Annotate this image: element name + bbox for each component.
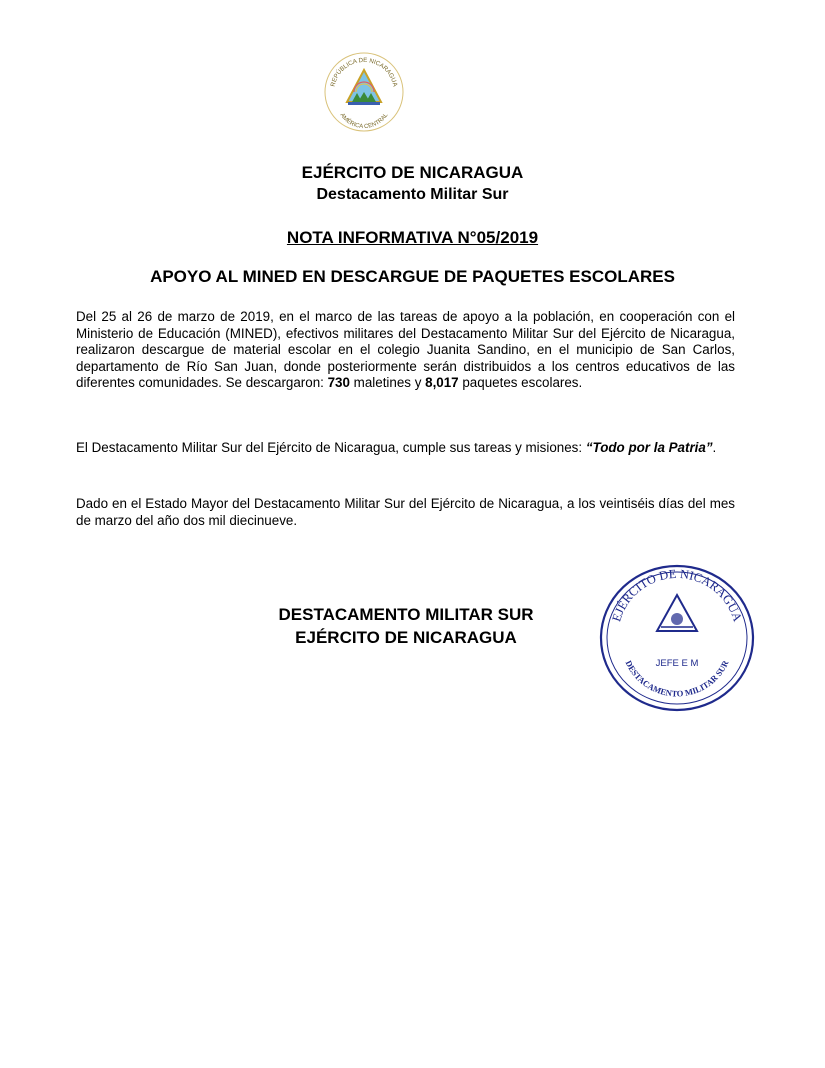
paragraph-1-end: paquetes escolares. bbox=[458, 375, 583, 391]
stamp-text-middle: JEFE E M bbox=[655, 658, 699, 669]
paragraph-2-text: El Destacamento Militar Sur del Ejército de Nicaragua, cumple sus tareas y misiones: bbox=[76, 440, 586, 455]
stamp-text-top: EJÉRCITO DE NICARAGUA bbox=[609, 566, 745, 624]
svg-text:AMÉRICA CENTRAL bbox=[339, 112, 390, 130]
paragraph-1-text: Del 25 al 26 de marzo de 2019, en el marco de las tareas de apoyo a la población, en cooperación con el Ministerio de Educación (MINED), efectivos militares del Destacamento Militar Sur del Ejército de Nicaragua, realizaron descargue de material escolar en el colegio Juanita Sandino, en el municipio de San Carlos, departamento de Río San Juan, donde posteriormente serán distribuidos a los centros educativos de las diferentes comunidades. Se descargaron: bbox=[76, 309, 735, 391]
package-count: 8,017 bbox=[425, 375, 459, 391]
document-title: APOYO AL MINED EN DESCARGUE DE PAQUETES ESCOLARES bbox=[150, 267, 675, 286]
signature-line-1: DESTACAMENTO MILITAR SUR bbox=[278, 605, 534, 624]
official-stamp bbox=[598, 563, 756, 713]
briefcase-count: 730 bbox=[327, 375, 350, 391]
coat-of-arms-seal bbox=[322, 50, 406, 134]
seal-text-bottom: AMÉRICA CENTRAL bbox=[338, 112, 390, 131]
paragraph-3: Dado en el Estado Mayor del Destacamento Militar Sur del Ejército de Nicaragua, a los veintiséis días del mes de marzo del año dos mil diecinueve. bbox=[76, 496, 735, 528]
seal-text-top: REPÚBLICA DE NICARAGUA bbox=[329, 56, 399, 88]
paragraph-2 bbox=[76, 440, 735, 457]
paragraph-2-end: . bbox=[712, 440, 717, 455]
unit-heading: Destacamento Militar Sur bbox=[316, 186, 509, 203]
paragraph-1-mid: maletines y bbox=[349, 375, 426, 391]
signature-line-2: EJÉRCITO DE NICARAGUA bbox=[295, 628, 517, 647]
stamp-text-bottom: DESTACAMENTO MILITAR SUR bbox=[623, 658, 731, 699]
motto: “Todo por la Patria” bbox=[585, 440, 713, 455]
paragraph-1 bbox=[76, 309, 735, 392]
organization-heading: EJÉRCITO DE NICARAGUA bbox=[301, 163, 524, 182]
note-number: NOTA INFORMATIVA N°05/2019 bbox=[286, 228, 539, 247]
note-number-heading bbox=[0, 228, 825, 248]
